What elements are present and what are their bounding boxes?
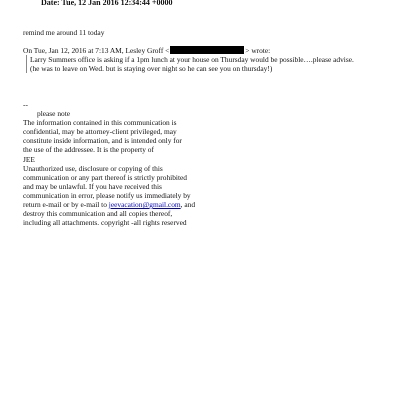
disclaimer-line: destroy this communication and all copies thereof, (23, 209, 173, 219)
please-note: please note (37, 109, 71, 119)
disclaimer-line: communication or any part thereof is strictly prohibited (23, 172, 187, 182)
disclaimer-line: JEE (23, 154, 35, 164)
attribution-prefix: On Tue, Jan 12, 2016 at 7:13 AM, Lesley Groff < (23, 46, 170, 55)
email-line-prefix: return e-mail or by e-mail to (23, 200, 109, 210)
quoted-line: Larry Summers office is asking if a 1pm lunch at your house on Thursday would be possible….please advise. (30, 55, 354, 64)
disclaimer-line: and may be unlawful. If you have received this (23, 181, 162, 191)
disclaimer-line: The information contained in this communication is (23, 118, 177, 128)
disclaimer-line: constitute inside information, and is intended only for (23, 136, 182, 146)
quote-attribution (23, 46, 270, 55)
email-link[interactable]: jeevacation@gmail.com (108, 200, 181, 210)
date-value: Tue, 12 Jan 2016 12:34:44 +0000 (61, 0, 173, 7)
reply-text: remind me around 11 today (23, 28, 105, 37)
email-signature (23, 100, 195, 227)
email-date-header (41, 0, 172, 8)
disclaimer-line: communication in error, please notify us immediately by (23, 190, 191, 200)
date-label: Date: (41, 0, 60, 7)
quoted-line: (he was to leave on Wed. but is staying over night so he can see you on thursday!) (30, 64, 273, 74)
disclaimer-email-line (23, 200, 195, 209)
disclaimer-line: confidential, may be attorney-client privileged, may (23, 127, 177, 137)
email-line-suffix: , and (180, 200, 196, 210)
disclaimer-line: Unauthorized use, disclosure or copying of this (23, 163, 163, 173)
disclaimer-line: including all attachments. copyright -all rights reserved (23, 218, 187, 228)
attribution-suffix: > wrote: (245, 46, 271, 55)
quoted-message (26, 55, 354, 73)
signature-separator: -- (23, 100, 28, 109)
disclaimer-line: the use of the addressee. It is the property of (23, 145, 154, 155)
redaction-block (170, 46, 244, 54)
